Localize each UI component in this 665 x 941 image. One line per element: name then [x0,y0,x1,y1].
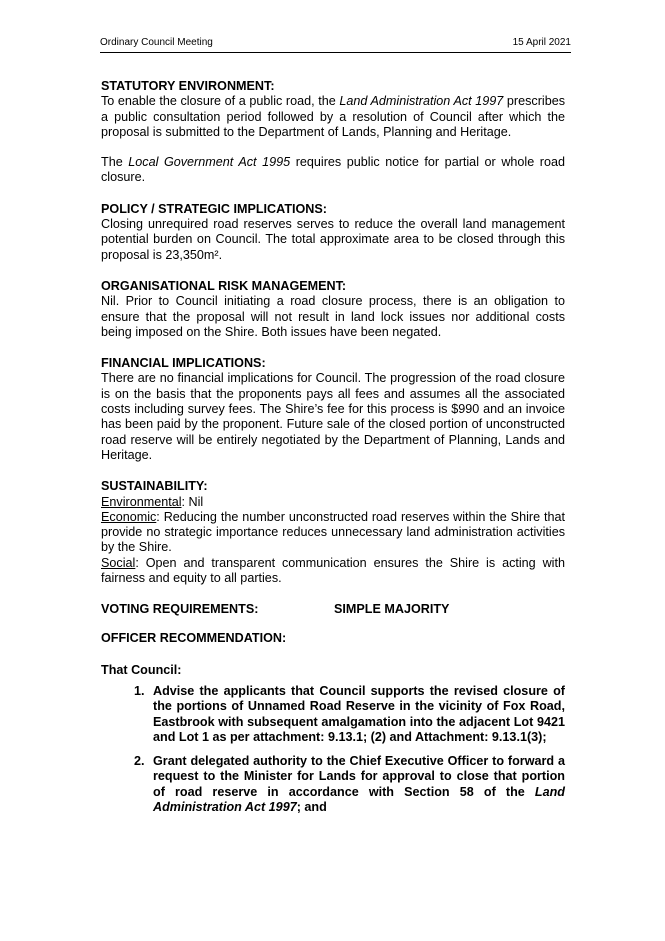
item2-text-a: Grant delegated authority to the Chief Executive Officer to forward a request to the Minister for Lands for approval to close that portion of road reserve in accordance with Section 58 of the [153,754,565,799]
environmental-text: : Nil [181,494,204,509]
environmental-label: Environmental [101,494,182,509]
financial-heading: FINANCIAL IMPLICATIONS: [101,356,266,371]
item2-text-b: ; and [296,799,327,814]
statutory-paragraph-1 [101,94,565,140]
social-label: Social [101,555,136,570]
statutory-heading: STATUTORY ENVIRONMENT: [101,79,275,93]
list-item [101,684,565,745]
voting-requirements [101,602,565,617]
item-number: 1. [134,683,145,698]
sustainability-environmental [101,495,565,510]
item-number: 2. [134,754,145,769]
statutory-p1-text-b: prescribes a public consultation period followed by a resolution of Council after which the proposal is submitted to the Department of Lands, Planning and Heritage. [101,94,566,139]
statutory-p2-act: Local Government Act 1995 [128,155,291,170]
economic-text: : Reducing the number unconstructed road reserves within the Shire that provide no strategic importance reduces unnecessary land administration activities by the Shire. [101,509,565,555]
sustainability-economic [101,510,565,556]
page-header [100,37,571,53]
item2-act: Land Administration Act 1997 [153,784,565,814]
document-body [101,79,565,824]
statutory-paragraph-2 [101,155,565,186]
recommendation-intro: That Council: [101,662,182,677]
policy-section [101,202,565,263]
item-text: Advise the applicants that Council supports the revised closure of the portions of Unnamed Road Reserve in the vicinity of Fox Road, Eastbrook with subsequent amalgamation into the adjacent Lot 9421 and Lot 1 as per attachment: 9.13.1; (2) and Attachment: 9.13.1(3); [153,683,565,744]
economic-label: Economic [101,509,157,524]
statutory-p2-text-b: requires public notice for partial or whole road closure. [101,155,565,185]
sustainability-heading: SUSTAINABILITY: [101,479,208,494]
voting-value: SIMPLE MAJORITY [334,602,450,617]
recommendation-heading: OFFICER RECOMMENDATION: [101,631,287,646]
recommendation-list [101,684,565,815]
social-text: : Open and transparent communication ensures the Shire is acting with fairness and equity to all parties. [101,555,565,586]
list-item [101,754,565,815]
policy-text: Closing unrequired road reserves serves to reduce the overall land management potential burden on Council. The total approximate area to be closed through this proposal is 23,350m². [101,217,565,262]
statutory-p2-text-a: The [101,155,129,170]
header-date: 15 April 2021 [512,37,571,48]
statutory-p1-act: Land Administration Act 1997 [339,94,504,109]
item-text [153,754,565,814]
financial-text: There are no financial implications for Council. The progression of the road closure is on the basis that the proponents pays all fees and assumes all the associated costs including survey fees. The Shire’s fee for this process is $990 and an invoice has been paid by the proponent. Future sale of the closed portion of unconstructed road reserve will be entirely negotiated by the Department of Planning, Lands and Heritage. [101,371,565,462]
policy-heading: POLICY / STRATEGIC IMPLICATIONS: [101,201,327,216]
risk-text: Nil. Prior to Council initiating a road closure process, there is an obligation to ensure that the proposal will not result in land lock issues nor additional costs being imposed on the Shire. Both issues have been negated. [101,294,565,339]
financial-section [101,356,565,463]
statutory-p1-text-a: To enable the closure of a public road, the [101,94,340,109]
statutory-section [101,79,565,186]
sustainability-section [101,479,565,586]
risk-section [101,279,565,340]
risk-heading: ORGANISATIONAL RISK MANAGEMENT: [101,278,347,293]
sustainability-social [101,556,565,587]
voting-label: VOTING REQUIREMENTS: [101,602,259,617]
header-meeting-title: Ordinary Council Meeting [100,37,213,48]
